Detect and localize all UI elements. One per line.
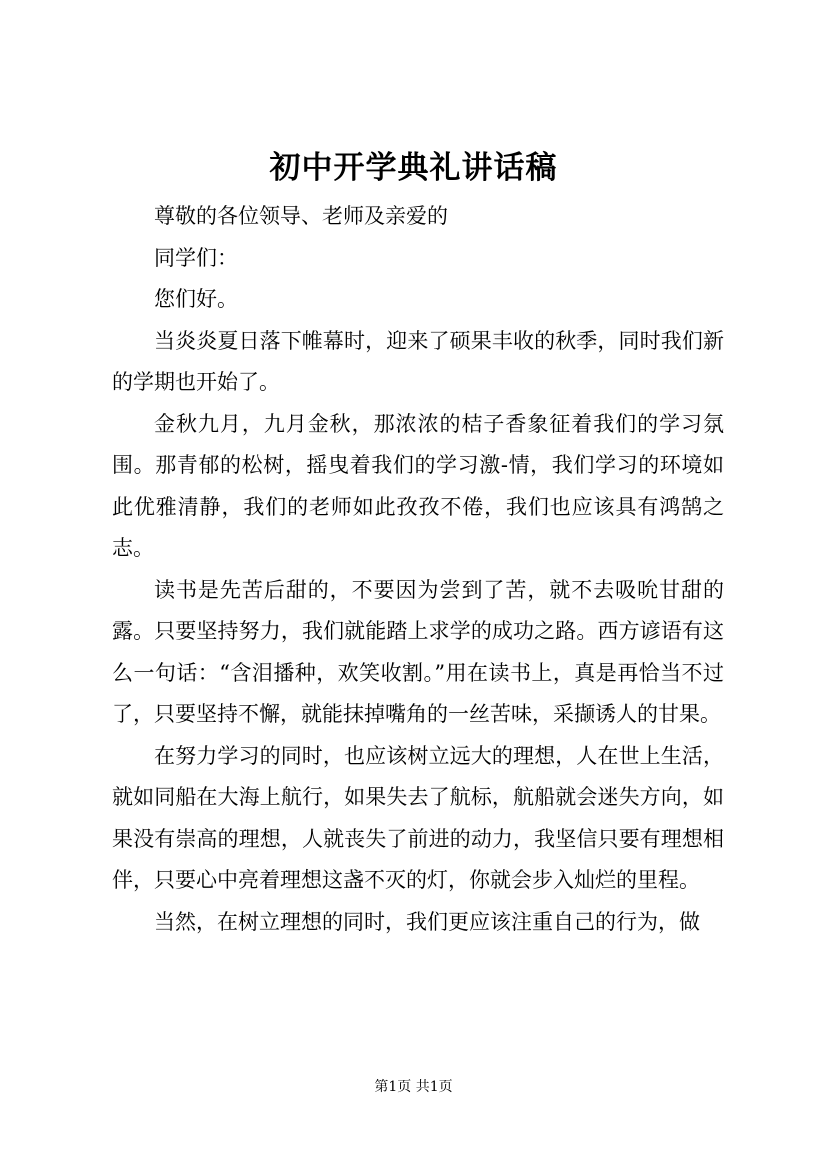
body-paragraph: 金秋九月，九月金秋，那浓浓的桔子香象征着我们的学习氛围。那青郁的松树，摇曳着我们的学习激-情，我们学习的环境如此优雅清静，我们的老师如此孜孜不倦，我们也应该具有鸿鹄之志。: [112, 411, 724, 560]
document-title: 初中开学典礼讲话稿: [269, 150, 558, 186]
body-paragraph: 当然，在树立理想的同时，我们更应该注重自己的行为，做: [154, 909, 700, 934]
document-body: [112, 196, 724, 943]
salutation-line-2: 同学们：: [154, 245, 238, 270]
page-footer: 第1页 共1页: [374, 1079, 453, 1095]
body-paragraph: 在努力学习的同时，也应该树立远大的理想，人在世上生活，就如同船在大海上航行，如果失去了航标，航船就会迷失方向，如果没有崇高的理想，人就丧失了前进的动力，我坚信只要有理想相伴，只要心中亮着理想这盏不灭的灯，你就会步入灿烂的里程。: [112, 743, 724, 892]
body-paragraph: 当炎炎夏日落下帷幕时，迎来了硕果丰收的秋季，同时我们新的学期也开始了。: [112, 328, 724, 394]
salutation-line-1: 尊敬的各位领导、老师及亲爱的: [154, 204, 448, 228]
body-paragraph: 读书是先苦后甜的，不要因为尝到了苦，就不去吸吮甘甜的露。只要坚持努力，我们就能踏上求学的成功之路。西方谚语有这么一句话：“含泪播种，欢笑收割。”用在读书上，真是再恰当不过了，只要坚持不懈，就能抹掉嘴角的一丝苦味，采撷诱人的甘果。: [112, 577, 724, 726]
greeting-paragraph: 您们好。: [154, 287, 238, 311]
